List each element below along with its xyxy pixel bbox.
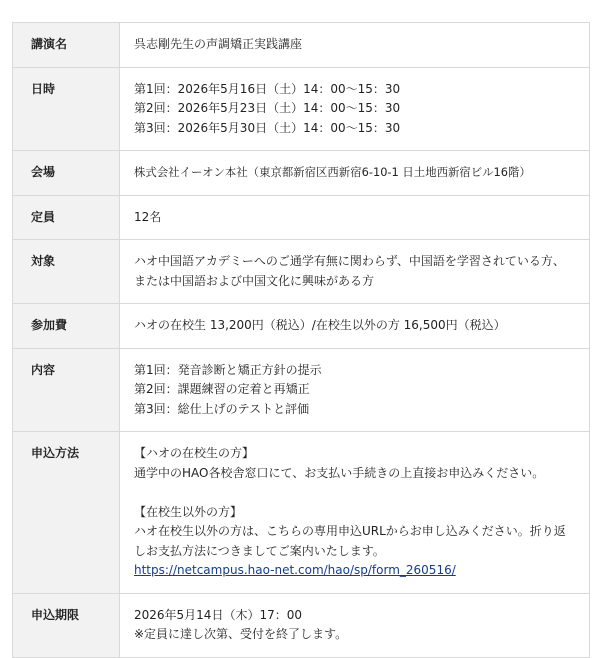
label-deadline: 申込期限 xyxy=(13,593,120,657)
label-datetime: 日時 xyxy=(13,67,120,151)
spacer xyxy=(134,483,575,503)
label-venue: 会場 xyxy=(13,151,120,196)
value-title: 呉志剛先生の声調矯正実践講座 xyxy=(120,23,590,68)
session-1-datetime: 第1回：2026年5月16日（土）14：00～15：30 xyxy=(134,81,401,96)
value-fee: ハオの在校生 13,200円（税込）/在校生以外の方 16,500円（税込） xyxy=(120,304,590,349)
label-target: 対象 xyxy=(13,240,120,304)
session-3-content: 第3回：総仕上げのテストと評価 xyxy=(134,401,310,416)
value-venue: 株式会社イーオン本社（東京都新宿区西新宿6-10-1 日土地西新宿ビル16階） xyxy=(120,151,590,196)
others-text: ハオ在校生以外の方は、こちらの専用申込URLからお申し込みください。折り返しお支払方法につきましてご案内いたします。 xyxy=(134,524,566,558)
label-title: 講演名 xyxy=(13,23,120,68)
event-info-table xyxy=(12,22,590,658)
row-datetime xyxy=(13,67,590,151)
row-venue xyxy=(13,151,590,196)
row-apply xyxy=(13,432,590,594)
value-capacity: 12名 xyxy=(120,195,590,240)
students-heading: 【ハオの在校生の方】 xyxy=(134,446,255,460)
deadline-note: ※定員に達し次第、受付を終了します。 xyxy=(134,627,348,641)
value-deadline xyxy=(120,593,590,657)
value-content xyxy=(120,348,590,432)
row-capacity xyxy=(13,195,590,240)
row-fee xyxy=(13,304,590,349)
session-1-content: 第1回：発音診断と矯正方針の提示 xyxy=(134,362,322,377)
students-text: 通学中のHAO各校舎窓口にて、お支払い手続きの上直接お申込みください。 xyxy=(134,465,545,480)
session-3-datetime: 第3回：2026年5月30日（土）14：00～15：30 xyxy=(134,120,401,135)
deadline-date: 2026年5月14日（木）17：00 xyxy=(134,607,302,622)
value-target: ハオ中国語アカデミーへのご通学有無に関わらず、中国語を学習されている方、または中国語および中国文化に興味がある方 xyxy=(120,240,590,304)
others-heading: 【在校生以外の方】 xyxy=(134,504,243,519)
label-apply: 申込方法 xyxy=(13,432,120,594)
row-title xyxy=(13,23,590,68)
application-url-link[interactable]: https://netcampus.hao-net.com/hao/sp/form_260516/ xyxy=(134,563,456,577)
value-datetime xyxy=(120,67,590,151)
session-2-datetime: 第2回：2026年5月23日（土）14：00～15：30 xyxy=(134,101,401,115)
label-capacity: 定員 xyxy=(13,195,120,240)
label-content: 内容 xyxy=(13,348,120,432)
row-content xyxy=(13,348,590,432)
value-apply xyxy=(120,432,590,594)
label-fee: 参加費 xyxy=(13,304,120,349)
session-2-content: 第2回：課題練習の定着と再矯正 xyxy=(134,382,310,396)
row-target xyxy=(13,240,590,304)
row-deadline xyxy=(13,593,590,657)
